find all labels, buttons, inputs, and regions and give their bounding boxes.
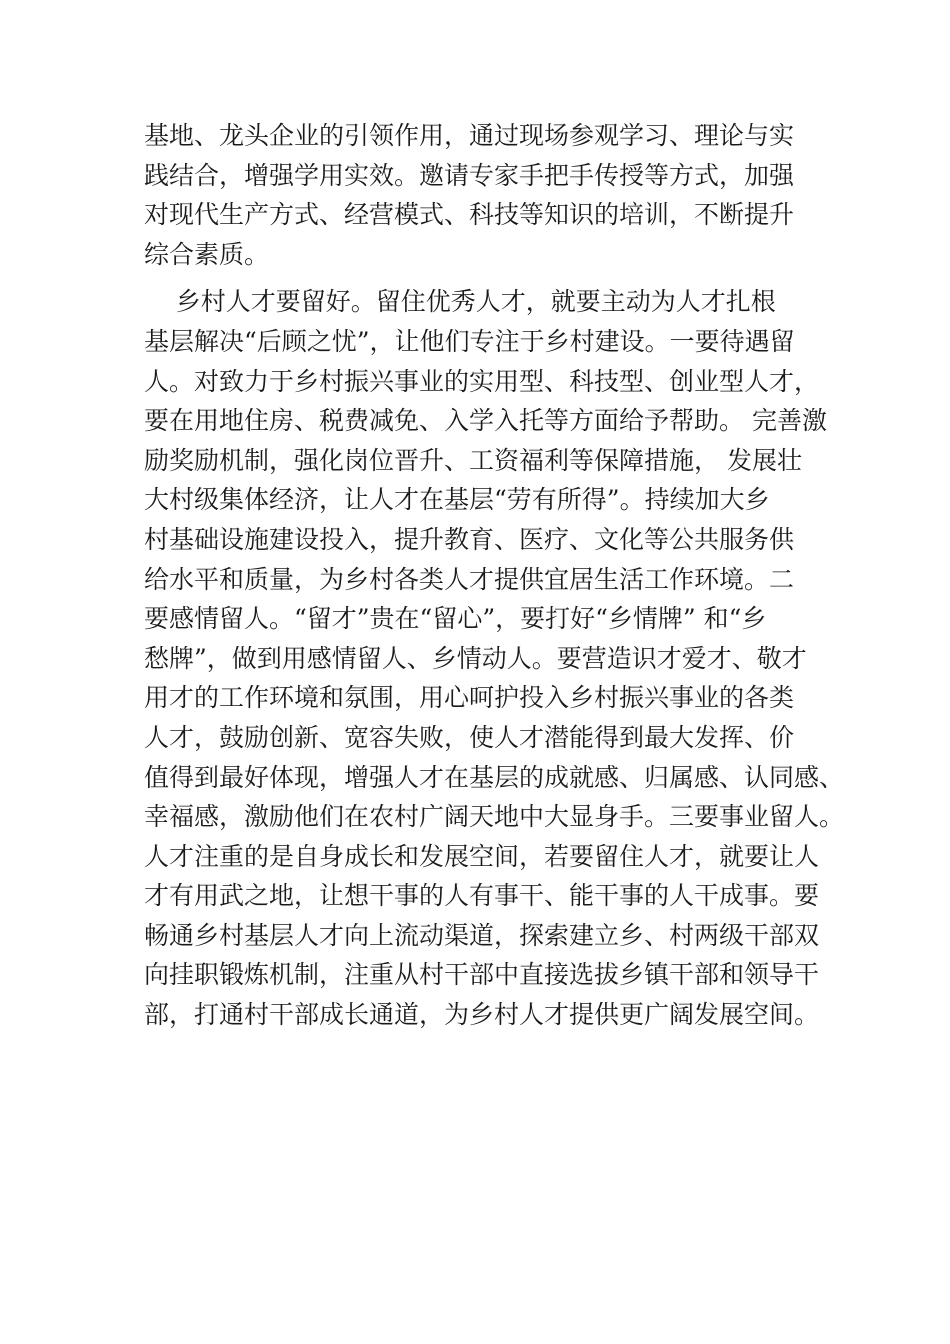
text-line: 综合素质。	[144, 239, 270, 269]
text-line: 基地、龙头企业的引领作用，通过现场参观学习、理论与实	[144, 121, 795, 150]
text-line: 人才，鼓励创新、宽容失败，使人才潜能得到最大发挥、价	[144, 722, 795, 752]
text-line: 要在用地住房、税费减免、入学入托等方面给予帮助。 完善激	[144, 406, 827, 436]
text-line: 践结合，增强学用实效。邀请专家手把手传授等方式，加强	[144, 160, 795, 190]
text-line: 要感情留人。“留才”贵在“留心”，要打好“乡情牌” 和“乡	[144, 604, 767, 634]
text-line: 励奖励机制，强化岗位晋升、工资福利等保障措施， 发展壮	[144, 445, 802, 475]
paragraph-1	[144, 116, 844, 274]
document-body	[144, 116, 844, 1035]
text-line: 畅通乡村基层人才向上流动渠道，探索建立乡、村两级干部双	[144, 920, 820, 950]
text-line: 人。对致力于乡村振兴事业的实用型、科技型、创业型人才，	[144, 366, 820, 396]
text-line: 愁牌”，做到用感情留人、乡情动人。要营造识才爱才、敬才	[144, 643, 807, 673]
text-line: 村基础设施建设投入，提升教育、医疗、文化等公共服务供	[144, 524, 795, 554]
text-line: 部，打通村干部成长通道，为乡村人才提供更广阔发展空间。	[144, 1000, 820, 1030]
text-line: 人才注重的是自身成长和发展空间，若要留住人才，就要让人	[144, 841, 820, 871]
text-line: 值得到最好体现，增强人才在基层的成就感、归属感、认同感、	[144, 762, 845, 792]
paragraph-2	[144, 282, 844, 1034]
text-line: 向挂职锻炼机制，注重从村干部中直接选拔乡镇干部和领导干	[144, 960, 820, 990]
text-line: 乡村人才要留好。留住优秀人才，就要主动为人才扎根	[144, 287, 776, 317]
text-line: 用才的工作环境和氛围，用心呵护投入乡村振兴事业的各类	[144, 683, 795, 713]
text-line: 大村级集体经济，让人才在基层“劳有所得”。持续加大乡	[144, 485, 770, 515]
paragraph-spacer	[144, 274, 844, 282]
text-line: 基层解决“后顾之忧”，让他们专注于乡村建设。一要待遇留	[144, 326, 795, 356]
text-line: 对现代生产方式、经营模式、科技等知识的培训，不断提升	[144, 200, 795, 230]
text-line: 幸福感，激励他们在农村广阔天地中大显身手。三要事业留人。	[144, 802, 845, 832]
text-line: 才有用武之地，让想干事的人有事干、能干事的人干成事。要	[144, 881, 820, 911]
text-line: 给水平和质量，为乡村各类人才提供宜居生活工作环境。二	[144, 564, 795, 594]
